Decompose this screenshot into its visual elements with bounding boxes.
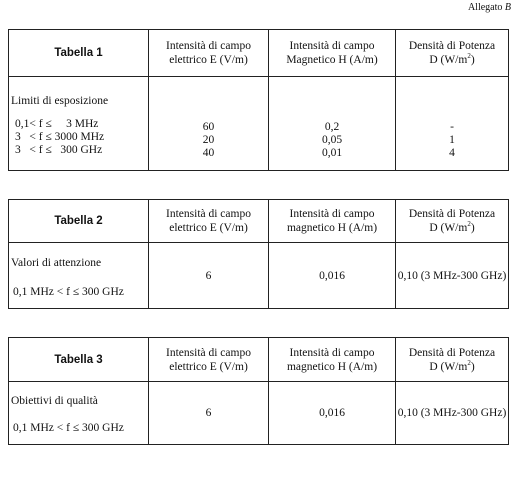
h-value: 0,05 (321, 133, 343, 146)
column-header-e: Intensità di campo elettrico E (V/m) (149, 200, 269, 243)
frequency-range: 0,1 MHz < f ≤ 300 GHz (13, 285, 124, 298)
column-header-d: Densità di Potenza D $(W/m^2)$ (396, 30, 509, 77)
frequency-range: 0,1< f ≤ 3 MHz (15, 117, 99, 130)
tabella-3 (8, 337, 509, 445)
d-value: 0,10 (3 MHz-300 GHz) (396, 382, 509, 445)
d-value: 4 (449, 146, 455, 159)
allegato-prefix: Allegato (467, 2, 503, 13)
table-section-label: Valori di attenzione (11, 256, 102, 269)
e-value: 20 (202, 133, 215, 146)
allegato-label (468, 2, 511, 13)
d-value: - (450, 120, 454, 133)
frequency-cell (9, 243, 149, 309)
table-section-label: Limiti di esposizione (11, 94, 109, 107)
h-value: 0,2 (324, 120, 340, 133)
frequency-range: 0,1 MHz < f ≤ 300 GHz (13, 422, 124, 434)
table-section-label: Obiettivi di qualità (11, 395, 98, 407)
column-header-d: Densità di Potenza D $(W/m^2)$ (396, 338, 509, 382)
e-value: 6 (149, 243, 269, 309)
table-title: Tabella 2 (9, 200, 149, 243)
frequency-range: 3 < f ≤ 300 GHz (15, 143, 103, 156)
column-header-e: Intensità di campo elettrico E (V/m) (149, 30, 269, 77)
column-header-h: Intensità di campo Magnetico H (A/m) (269, 30, 396, 77)
e-value: 60 (202, 120, 215, 133)
column-header-e: Intensità di campo elettrico E (V/m) (149, 338, 269, 382)
h-value: 0,016 (269, 243, 396, 309)
tabella-2 (8, 199, 509, 309)
column-header-d: Densità di Potenza D $(W/m^2)$ (396, 200, 509, 243)
frequency-cell (9, 77, 149, 171)
e-values-cell (149, 77, 269, 171)
allegato-letter: B (504, 2, 511, 13)
frequency-cell (9, 382, 149, 445)
frequency-range: 3 < f ≤ 3000 MHz (15, 130, 105, 143)
column-header-h: Intensità di campo magnetico H (A/m) (269, 200, 396, 243)
d-values-cell (396, 77, 509, 171)
table-title: Tabella 3 (9, 338, 149, 382)
d-value: 0,10 (3 MHz-300 GHz) (396, 243, 509, 309)
e-value: 6 (149, 382, 269, 445)
d-value: 1 (449, 133, 455, 146)
table-title: Tabella 1 (9, 30, 149, 77)
h-value: 0,016 (269, 382, 396, 445)
column-header-h: Intensità di campo magnetico H (A/m) (269, 338, 396, 382)
tabella-1 (8, 29, 509, 171)
e-value: 40 (202, 146, 215, 159)
h-value: 0,01 (321, 146, 343, 159)
h-values-cell (269, 77, 396, 171)
